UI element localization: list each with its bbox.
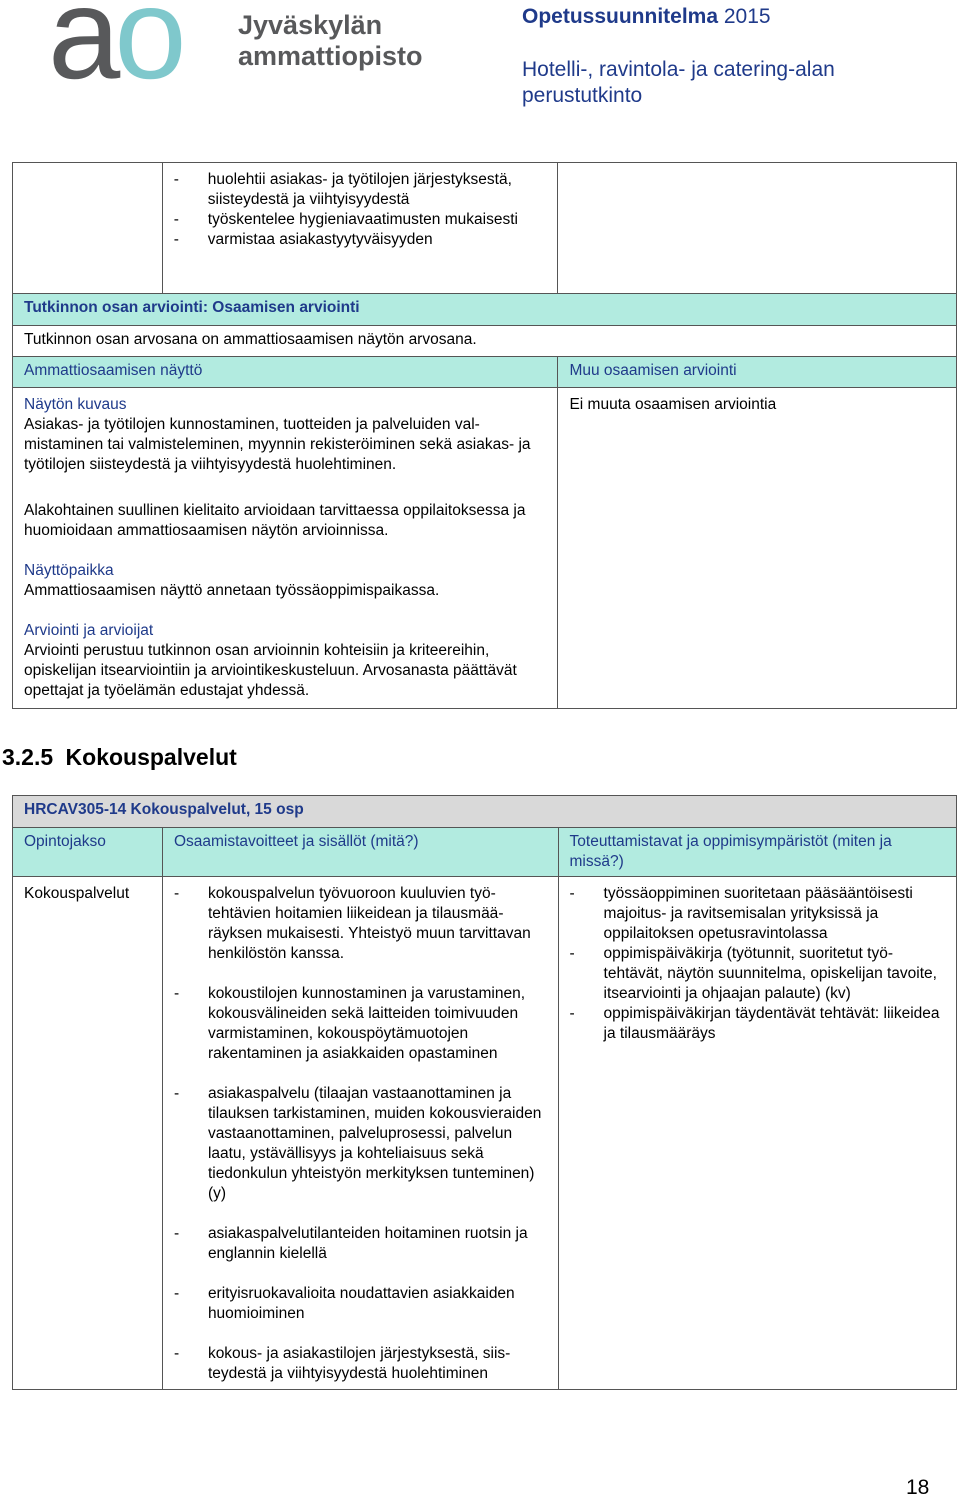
list-item: - oppimispäiväkirja (työtunnit, suoritetut työtehtävät, näytön suunnitelma, opiskelijan tavoite, itsearviointi ja ohjaajan palaute) (kv) xyxy=(570,944,945,1004)
list-item: - työssäoppiminen suoritetaan pääsääntöisesti majoitus- ja ravitsemisalan yrityksissä ja oppilaitoksen opetusravintolassa xyxy=(570,884,945,944)
demo-description-text: Asiakas- ja työtilojen kunnostaminen, tuotteiden ja palveluiden valmistaminen tai valmisteleminen, myynnin rekisteröiminen sekä asiakas- ja työtilojen siisteydestä ja viihtyisyydestä huolehtiminen. xyxy=(24,416,531,473)
section-title: Kokouspalvelut xyxy=(65,744,237,770)
list-item: - erityisruokavalioita noudattavien asiakkaiden huomioiminen xyxy=(174,1284,547,1324)
doc-subtitle-line2: perustutkinto xyxy=(522,84,643,107)
language-skills-text: Alakohtainen suullinen kielitaito arvioidaan tarvittaessa oppilaitoksessa ja huomioidaan ammattiosaamisen näytön arvioinnissa. xyxy=(24,502,526,539)
doc-title-text: Opetussuunnitelma xyxy=(522,5,719,28)
list-item: - oppimispäiväkirjan täydentävät tehtävät: liikeidea ja tilausmääräys xyxy=(570,1004,945,1044)
logo-letter-a: a xyxy=(48,0,115,106)
demo-place-text: Ammattiosaamisen näyttö annetaan työssäoppimispaikassa. xyxy=(24,582,440,599)
methods-list xyxy=(570,884,945,1044)
demonstration-heading: Ammattiosaamisen näyttö xyxy=(13,357,558,388)
assessors-text: Arviointi perustuu tutkinnon osan arvioinnin kohteisiin ja kriteereihin, opiskelijan itsearviointiin ja arviointikeskusteluun. Arvosanasta päättävät opettajat ja työelämän edustajat yhdessä. xyxy=(24,642,517,699)
course-table xyxy=(12,795,957,1390)
assessment-table xyxy=(12,162,957,709)
col-header-goals: Osaamistavoitteet ja sisällöt (mitä?) xyxy=(162,828,558,877)
other-assessment-text: Ei muuta osaamisen arviointia xyxy=(569,396,777,413)
logo xyxy=(48,0,438,106)
doc-subtitle xyxy=(522,57,835,109)
doc-title xyxy=(522,4,771,30)
demo-place-label: Näyttöpaikka xyxy=(24,562,114,579)
empty-cell xyxy=(558,163,957,294)
module-name: Kokouspalvelut xyxy=(13,877,163,1390)
list-item: - huolehtii asiakas- ja työtilojen järjestyksestä, siisteydestä ja viihtyisyydestä xyxy=(174,170,547,210)
section-heading xyxy=(2,743,237,771)
section-number: 3.2.5 xyxy=(2,744,54,770)
logo-mark xyxy=(48,0,181,106)
empty-cell xyxy=(13,163,163,294)
logo-letter-o: o xyxy=(114,0,181,106)
org-name-line2: ammattiopisto xyxy=(238,41,423,71)
list-item: - asiakaspalvelu (tilaajan vastaanottaminen ja tilauksen tarkistaminen, muiden kokousvieraiden vastaanottaminen, palveluprosessi, palvelun laatu, ystävällisyys ja kohteliaisuus sekä tiedonkulun yhteistyön merkityksen tunteminen) (y) xyxy=(174,1084,547,1204)
demonstration-details xyxy=(13,388,558,709)
criteria-list xyxy=(174,170,547,250)
demo-description-label: Näytön kuvaus xyxy=(24,396,127,413)
org-name xyxy=(238,10,423,72)
page-number: 18 xyxy=(906,1476,930,1499)
col-header-module: Opintojakso xyxy=(13,828,163,877)
other-assessment-cell xyxy=(558,388,957,709)
assessors-label: Arviointi ja arvioijat xyxy=(24,622,154,639)
list-item: - kokoustilojen kunnostaminen ja varustaminen, kokousvälineiden sekä laitteiden toimivuuden varmistaminen, kokouspöytämuotojen rakentaminen ja asiakkaiden opastaminen xyxy=(174,984,547,1064)
grade-text: Tutkinnon osan arvosana on ammattiosaamisen näytön arvosana. xyxy=(13,326,957,357)
list-item: - työskentelee hygieniavaatimusten mukaisesti xyxy=(174,210,547,230)
methods-cell xyxy=(558,877,956,1390)
course-title: HRCAV305-14 Kokouspalvelut, 15 osp xyxy=(13,796,957,828)
doc-subtitle-line1: Hotelli-, ravintola- ja catering-alan xyxy=(522,58,835,81)
list-item: - varmistaa asiakastyytyväisyyden xyxy=(174,230,547,250)
assessment-heading: Tutkinnon osan arviointi: Osaamisen arviointi xyxy=(13,294,957,326)
col-header-methods: Toteuttamistavat ja oppimisympäristöt (miten ja missä?) xyxy=(558,828,956,877)
goals-list xyxy=(174,884,547,1384)
list-item: - kokouspalvelun työvuoroon kuuluvien työtehtävien hoitamien liikeidean ja tilausmääräyksen mukaisesti. Yhteistyö muun tarvittavan henkilöstön kanssa. xyxy=(174,884,547,964)
org-name-line1: Jyväskylän xyxy=(238,10,383,40)
other-assessment-heading: Muu osaamisen arviointi xyxy=(558,357,957,388)
list-item: - kokous- ja asiakastilojen järjestyksestä, siisteydestä ja viihtyisyydestä huolehtiminen xyxy=(174,1344,547,1384)
criteria-cell xyxy=(162,163,558,294)
doc-year: 2015 xyxy=(723,5,771,28)
list-item: - asiakaspalvelutilanteiden hoitaminen ruotsin ja englannin kielellä xyxy=(174,1224,547,1264)
goals-cell xyxy=(162,877,558,1390)
